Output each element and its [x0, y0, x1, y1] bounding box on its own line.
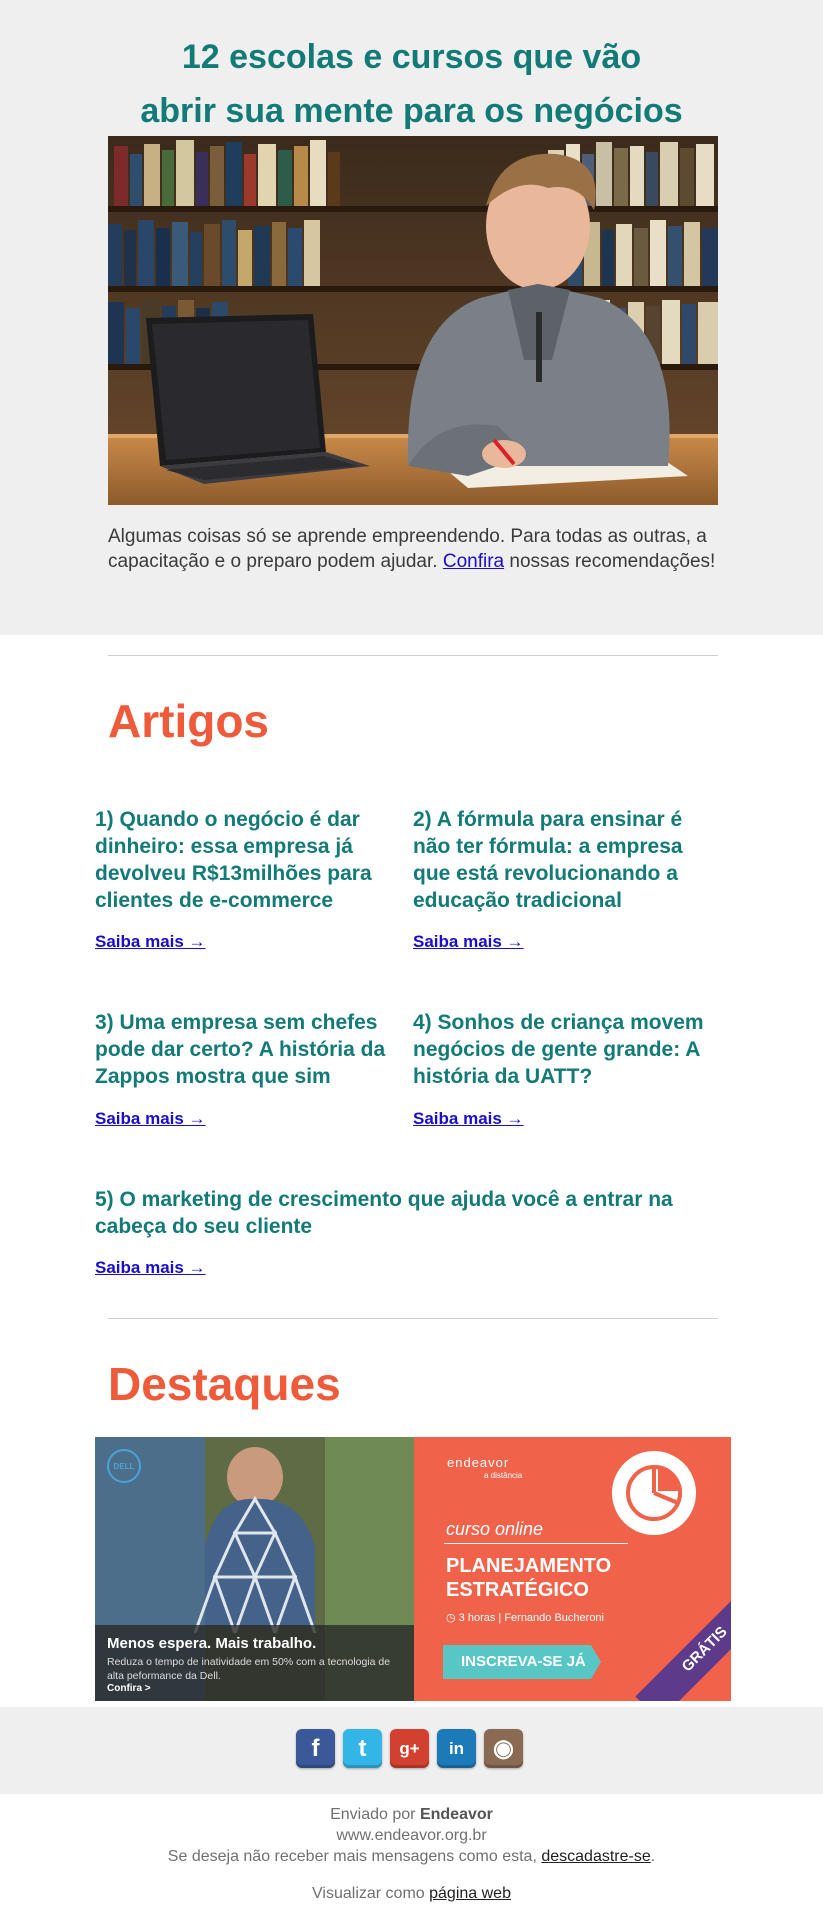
footer-view-web: [0, 1883, 823, 1904]
article-title: 2) A fórmula para ensinar é não ter fórmula: a empresa que está revolucionando a educação tradicional: [413, 808, 683, 912]
linkedin-icon[interactable]: [437, 1729, 476, 1768]
instagram-icon[interactable]: [484, 1729, 523, 1768]
highlights-banners: [95, 1437, 731, 1701]
dell-body: Reduza o tempo de inatividade em 50% com a tecnologia de alta peformance da Dell.: [107, 1656, 391, 1682]
article-title: 1) Quando o negócio é dar dinheiro: essa empresa já devolveu R$13milhões para clientes de e-commerce: [95, 808, 372, 912]
articles-heading: Artigos: [108, 695, 269, 747]
hero-title: [0, 30, 823, 138]
hero-title-line1: 12 escolas e cursos que vão: [181, 38, 642, 76]
course-kicker: curso online: [446, 1519, 544, 1539]
linkedin-icon-glyph: in: [448, 1739, 465, 1758]
course-title-line2: ESTRATÉGICO: [446, 1579, 589, 1601]
footer-unsub-end: .: [650, 1848, 656, 1865]
footer-unsubscribe: [0, 1846, 823, 1867]
article-card: [95, 1009, 407, 1133]
hero-intro-text-end: nossas recomendações!: [504, 551, 716, 572]
social-icons: [296, 1729, 523, 1768]
endeavor-brand: endeavor: [447, 1455, 510, 1470]
article-title: 3) Uma empresa sem chefes pode dar certo? A história da Zappos mostra que sim: [95, 1011, 386, 1088]
article-read-more-link[interactable]: Saiba mais →: [95, 1109, 206, 1128]
footer-website: www.endeavor.org.br: [336, 1827, 487, 1844]
endeavor-course-banner[interactable]: [414, 1437, 731, 1701]
course-title-line1: PLANEJAMENTO: [446, 1555, 612, 1577]
divider: [108, 655, 718, 656]
article-card: [413, 806, 725, 956]
article-card: [95, 1186, 735, 1282]
dell-logo-text: DELL: [113, 1461, 135, 1471]
footer-unsub-text: Se deseja não receber mais mensagens como esta,: [167, 1848, 542, 1865]
hero-intro: [108, 524, 718, 574]
dell-headline: Menos espera. Mais trabalho.: [107, 1635, 317, 1652]
dell-banner[interactable]: [95, 1437, 414, 1701]
footer-sent-by-label: Enviado por: [330, 1806, 420, 1823]
free-ribbon: [635, 1583, 731, 1701]
facebook-icon[interactable]: [296, 1729, 335, 1768]
footer: [0, 1794, 823, 1904]
article-read-more-link[interactable]: Saiba mais →: [95, 1258, 206, 1277]
hero-title-line2: abrir sua mente para os negócios: [140, 92, 683, 130]
twitter-icon-glyph: t: [358, 1735, 367, 1762]
footer-sent-by: [0, 1804, 823, 1825]
article-read-more-link[interactable]: Saiba mais →: [413, 1109, 524, 1128]
article-read-more-link[interactable]: Saiba mais →: [95, 932, 206, 951]
facebook-icon-glyph: f: [311, 1735, 320, 1762]
social-bar: [0, 1707, 823, 1794]
article-read-more-link[interactable]: Saiba mais →: [413, 932, 524, 951]
google-plus-icon-glyph: g+: [399, 1739, 420, 1758]
endeavor-brand-sub: a distância: [484, 1471, 523, 1480]
kicker-underline: [444, 1543, 628, 1544]
unsubscribe-link[interactable]: descadastre-se: [541, 1848, 651, 1865]
course-meta-text: 3 horas | Fernando Bucheroni: [458, 1612, 604, 1624]
dell-logo: [107, 1449, 141, 1483]
instagram-icon-glyph: ◉: [493, 1735, 514, 1762]
google-plus-icon[interactable]: [390, 1729, 429, 1768]
chart-icon: [612, 1451, 696, 1535]
highlights-heading: Destaques: [108, 1358, 341, 1410]
footer-sender: Endeavor: [419, 1806, 493, 1823]
hero-photo-student-laptop: [108, 136, 718, 505]
twitter-icon[interactable]: [343, 1729, 382, 1768]
article-card: [413, 1009, 725, 1133]
hero-intro-link[interactable]: Confira: [442, 551, 505, 572]
course-meta: [446, 1611, 604, 1624]
enroll-arrow: [591, 1645, 601, 1679]
footer-view-label: Visualizar como: [312, 1885, 430, 1902]
article-title: 4) Sonhos de criança movem negócios de gente grande: A história da UATT?: [413, 1011, 704, 1088]
hero-section: [0, 0, 823, 635]
dell-cta[interactable]: Confira >: [107, 1683, 151, 1694]
view-web-link[interactable]: página web: [429, 1885, 511, 1902]
free-ribbon-label: GRÁTIS: [678, 1623, 731, 1676]
divider: [108, 1318, 718, 1319]
enroll-button[interactable]: [443, 1645, 591, 1679]
hero-intro-text: Algumas coisas só se aprende empreendendo. Para todas as outras, a capacitação e o preparo podem ajudar.: [108, 526, 707, 572]
article-title: 5) O marketing de crescimento que ajuda você a entrar na cabeça do seu cliente: [95, 1188, 673, 1238]
clock-icon: ◷: [446, 1612, 459, 1624]
enroll-button-label: INSCREVA-SE JÁ: [461, 1653, 586, 1670]
article-card: [95, 806, 407, 956]
